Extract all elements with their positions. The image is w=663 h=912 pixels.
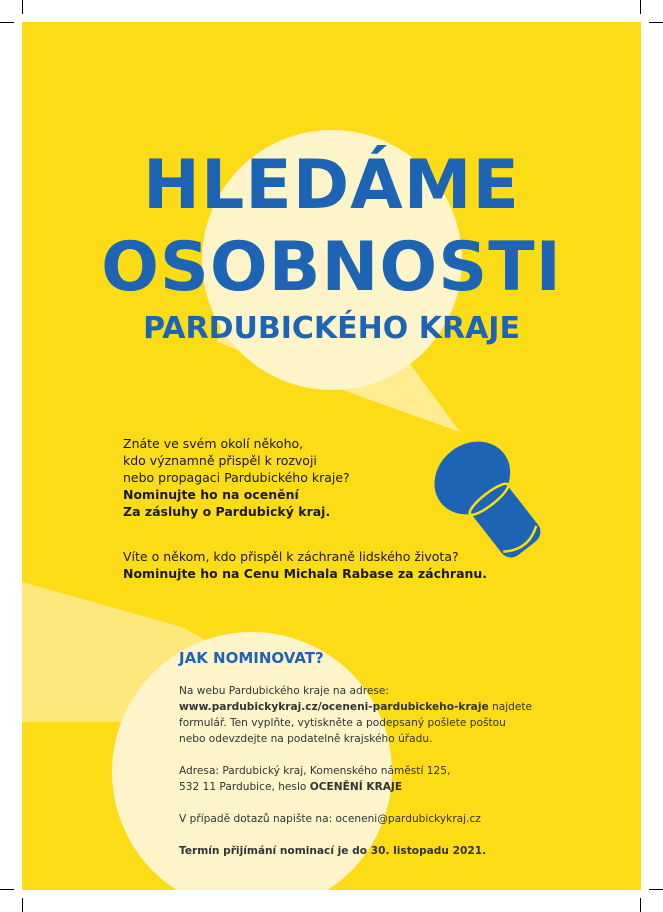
address-text: 532 11 Pardubice, heslo	[179, 781, 310, 793]
intro-text	[123, 435, 350, 520]
crop-mark	[0, 889, 14, 890]
rescue-cta: Nominujte ho na Cenu Michala Rabase za záchranu.	[123, 566, 488, 581]
crop-mark	[22, 0, 23, 14]
crop-mark	[649, 889, 663, 890]
deadline-line: Termín přijímání nominací je do 30. listopadu 2021.	[179, 845, 487, 857]
intro-line: Znáte ve svém okolí někoho,	[123, 436, 304, 451]
intro-line: nebo propagaci Pardubického kraje?	[123, 470, 350, 485]
intro-line: kdo významně přispěl k rozvoji	[123, 453, 317, 468]
howto-line	[179, 699, 532, 715]
howto-body	[179, 683, 532, 859]
headline-line-1: HLEDÁME	[143, 146, 520, 225]
address-keyword: OCENĚNÍ KRAJE	[309, 781, 403, 793]
howto-line: Na webu Pardubického kraje na adrese:	[179, 685, 389, 697]
crop-mark	[640, 898, 641, 912]
address-line: Adresa: Pardubický kraj, Komenského náměstí 125,	[179, 765, 451, 777]
contact-line: V případě dotazů napište na: oceneni@pardubickykraj.cz	[179, 813, 481, 825]
howto-heading: JAK NOMINOVAT?	[179, 649, 324, 667]
crop-mark	[0, 22, 14, 23]
poster	[22, 22, 641, 890]
rescue-text	[123, 548, 487, 582]
intro-cta: Za zásluhy o Pardubický kraj.	[123, 504, 331, 519]
howto-line: formulář. Ten vyplňte, vytiskněte a podepsaný pošlete poštou	[179, 717, 506, 729]
howto-line: nebo odevzdejte na podatelně krajského úřadu.	[179, 733, 433, 745]
nomination-url[interactable]: www.pardubickykraj.cz/oceneni-pardubickeho-kraje	[179, 701, 489, 713]
howto-text: najdete	[488, 701, 533, 713]
rescue-question: Víte o někom, kdo přispěl k záchraně lidského života?	[123, 549, 459, 564]
crop-mark	[22, 898, 23, 912]
address-line	[179, 779, 532, 795]
intro-cta: Nominujte ho na ocenění	[123, 487, 299, 502]
headline-subtitle: PARDUBICKÉHO KRAJE	[143, 311, 520, 346]
headline-line-2: OSOBNOSTI	[101, 228, 562, 307]
crop-mark	[640, 0, 641, 14]
crop-mark	[649, 22, 663, 23]
